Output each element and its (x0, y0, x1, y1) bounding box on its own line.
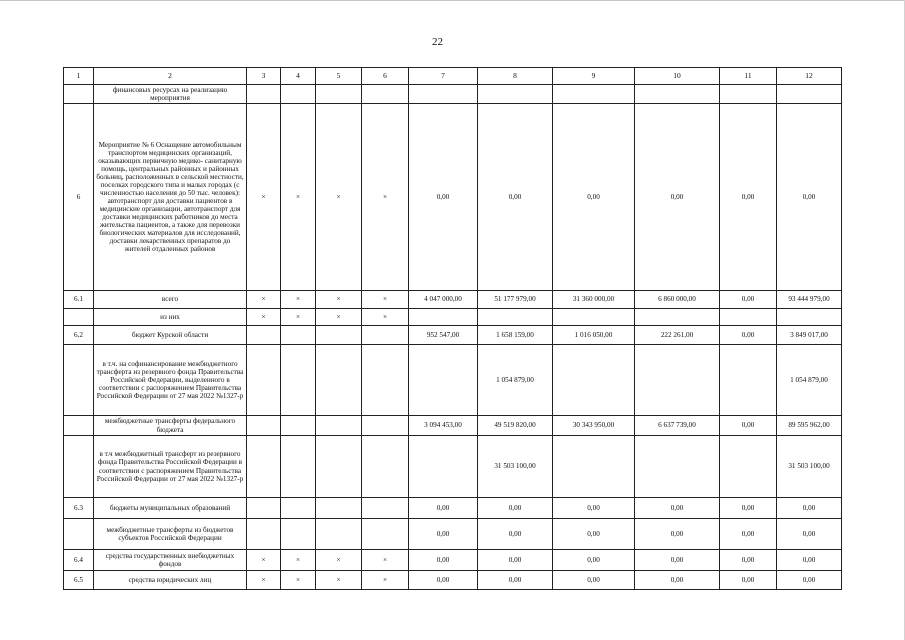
cell-col-10: 0,00 (635, 498, 720, 519)
row-name-cell: всего (94, 291, 247, 309)
cell-col-4: × (281, 291, 316, 309)
cell-col-5 (316, 416, 362, 436)
cell-col-7 (409, 309, 478, 326)
cell-col-8 (478, 85, 553, 104)
header-cell-col-6: 6 (362, 68, 409, 85)
cell-col-8: 0,00 (478, 571, 553, 590)
cell-col-4 (281, 436, 316, 498)
cell-col-9: 31 360 000,00 (553, 291, 635, 309)
cell-col-11: 0,00 (720, 291, 777, 309)
cell-col-8 (478, 309, 553, 326)
cell-col-8: 0,00 (478, 104, 553, 291)
cell-col-11: 0,00 (720, 519, 777, 550)
cell-col-12: 93 444 979,00 (777, 291, 842, 309)
table-row (64, 519, 842, 550)
row-id-cell (64, 519, 94, 550)
cell-col-10 (635, 309, 720, 326)
cell-col-12: 31 503 100,00 (777, 436, 842, 498)
cell-col-12: 0,00 (777, 571, 842, 590)
cell-col-6 (362, 436, 409, 498)
cell-col-10 (635, 345, 720, 416)
cell-col-5: × (316, 291, 362, 309)
cell-col-4 (281, 416, 316, 436)
table-row (64, 550, 842, 571)
cell-col-8: 0,00 (478, 519, 553, 550)
cell-col-7: 0,00 (409, 104, 478, 291)
cell-col-12: 3 849 017,00 (777, 326, 842, 345)
row-id-cell: 6.4 (64, 550, 94, 571)
row-name-cell: бюджеты муниципальных образований (94, 498, 247, 519)
cell-col-11 (720, 345, 777, 416)
cell-col-6 (362, 85, 409, 104)
cell-col-3: × (247, 291, 281, 309)
cell-col-3 (247, 416, 281, 436)
row-id-cell: 6.3 (64, 498, 94, 519)
row-name-cell: межбюджетные трансферты федерального бюджета (94, 416, 247, 436)
cell-col-12: 0,00 (777, 519, 842, 550)
cell-col-11: 0,00 (720, 498, 777, 519)
scan-edge-top (0, 0, 905, 1)
cell-col-12 (777, 85, 842, 104)
cell-col-6: × (362, 291, 409, 309)
cell-col-5 (316, 326, 362, 345)
row-name-cell: в т.ч межбюджетный трансферт из резервного фонда Правительства Российской Федерации в соответствии с распоряжением Правительства Российской Федерации от 27 мая 2022 №1327-р (94, 436, 247, 498)
cell-col-7: 952 547,00 (409, 326, 478, 345)
row-id-cell (64, 416, 94, 436)
header-cell-col-8: 8 (478, 68, 553, 85)
cell-col-7 (409, 345, 478, 416)
cell-col-10 (635, 436, 720, 498)
cell-col-12: 0,00 (777, 498, 842, 519)
cell-col-9: 1 016 050,00 (553, 326, 635, 345)
cell-col-3 (247, 345, 281, 416)
cell-col-12 (777, 309, 842, 326)
cell-col-4 (281, 326, 316, 345)
row-id-cell: 6 (64, 104, 94, 291)
cell-col-4 (281, 85, 316, 104)
table-body (64, 68, 842, 590)
cell-col-10: 0,00 (635, 104, 720, 291)
cell-col-7: 0,00 (409, 571, 478, 590)
cell-col-3 (247, 326, 281, 345)
cell-col-9 (553, 309, 635, 326)
cell-col-9 (553, 345, 635, 416)
table-row (64, 571, 842, 590)
row-name-cell: средства юридических лиц (94, 571, 247, 590)
row-id-cell (64, 85, 94, 104)
cell-col-3 (247, 436, 281, 498)
row-name-cell: финансовых ресурсах на реализацию мероприятия (94, 85, 247, 104)
cell-col-8: 0,00 (478, 498, 553, 519)
header-cell-col-1: 1 (64, 68, 94, 85)
cell-col-6 (362, 326, 409, 345)
cell-col-6: × (362, 104, 409, 291)
table-row (64, 498, 842, 519)
cell-col-3 (247, 85, 281, 104)
cell-col-6: × (362, 309, 409, 326)
cell-col-11 (720, 436, 777, 498)
cell-col-5: × (316, 550, 362, 571)
header-cell-col-9: 9 (553, 68, 635, 85)
cell-col-4: × (281, 571, 316, 590)
cell-col-6: × (362, 571, 409, 590)
cell-col-7 (409, 436, 478, 498)
row-name-cell: из них (94, 309, 247, 326)
cell-col-6: × (362, 550, 409, 571)
cell-col-8: 31 503 100,00 (478, 436, 553, 498)
cell-col-6 (362, 519, 409, 550)
cell-col-5 (316, 345, 362, 416)
row-name-cell: в т.ч. на софинансирование межбюджетного трансферта из резервного фонда Правительства Российской Федерации, выделенного в соответствии с распоряжением Правительства Российской Федерации от 27 мая 2022 №1327-р (94, 345, 247, 416)
table-row (64, 345, 842, 416)
cell-col-10: 6 637 739,00 (635, 416, 720, 436)
row-id-cell (64, 345, 94, 416)
page-number: 22 (432, 36, 443, 48)
cell-col-5 (316, 519, 362, 550)
header-cell-col-12: 12 (777, 68, 842, 85)
cell-col-3: × (247, 104, 281, 291)
cell-col-11 (720, 85, 777, 104)
cell-col-6 (362, 416, 409, 436)
row-name-cell: средства государственных внебюджетных фондов (94, 550, 247, 571)
budget-table (63, 67, 842, 590)
cell-col-5 (316, 85, 362, 104)
cell-col-10 (635, 85, 720, 104)
cell-col-5: × (316, 571, 362, 590)
header-cell-col-7: 7 (409, 68, 478, 85)
cell-col-10: 6 860 000,00 (635, 291, 720, 309)
cell-col-9: 0,00 (553, 498, 635, 519)
cell-col-8: 51 177 979,00 (478, 291, 553, 309)
row-name-cell: межбюджетные трансферты из бюджетов субъектов Российской Федерации (94, 519, 247, 550)
cell-col-11: 0,00 (720, 416, 777, 436)
cell-col-7 (409, 85, 478, 104)
header-cell-col-2: 2 (94, 68, 247, 85)
cell-col-9 (553, 85, 635, 104)
cell-col-4: × (281, 550, 316, 571)
cell-col-12: 89 595 962,00 (777, 416, 842, 436)
cell-col-3: × (247, 309, 281, 326)
cell-col-4 (281, 519, 316, 550)
cell-col-9: 30 343 950,00 (553, 416, 635, 436)
row-name-cell: Мероприятие № 6 Оснащение автомобильным транспортом медицинских организаций, оказывающих первичную медико- санитарную помощь, центральных районных и районных больниц, расположенных в сельской местности, поселках городского типа и малых городах (с численностью населения до 50 тыс. человек): автотранспорт для доставки пациентов в медицинские организации, автотранспорт для доставки медицинских работников до места жительства пациентов, а также для перевозки биологических материалов для исследований, доставки лекарственных препаратов до жителей отдаленных районов (94, 104, 247, 291)
cell-col-3 (247, 519, 281, 550)
table-row (64, 104, 842, 291)
cell-col-9: 0,00 (553, 571, 635, 590)
cell-col-11: 0,00 (720, 571, 777, 590)
cell-col-10: 0,00 (635, 571, 720, 590)
cell-col-12: 0,00 (777, 104, 842, 291)
table-row (64, 416, 842, 436)
cell-col-7: 4 047 000,00 (409, 291, 478, 309)
cell-col-3: × (247, 550, 281, 571)
header-cell-col-11: 11 (720, 68, 777, 85)
header-cell-col-3: 3 (247, 68, 281, 85)
row-id-cell: 6.2 (64, 326, 94, 345)
cell-col-3 (247, 498, 281, 519)
cell-col-11: 0,00 (720, 550, 777, 571)
cell-col-8: 0,00 (478, 550, 553, 571)
cell-col-11 (720, 309, 777, 326)
cell-col-5 (316, 498, 362, 519)
cell-col-8: 1 054 879,00 (478, 345, 553, 416)
cell-col-11: 0,00 (720, 104, 777, 291)
cell-col-6 (362, 345, 409, 416)
cell-col-10: 0,00 (635, 550, 720, 571)
header-cell-col-10: 10 (635, 68, 720, 85)
row-id-cell (64, 309, 94, 326)
cell-col-4: × (281, 104, 316, 291)
cell-col-7: 3 094 453,00 (409, 416, 478, 436)
cell-col-4 (281, 345, 316, 416)
cell-col-11: 0,00 (720, 326, 777, 345)
cell-col-9 (553, 436, 635, 498)
table-header-row (64, 68, 842, 85)
cell-col-6 (362, 498, 409, 519)
cell-col-8: 1 658 159,00 (478, 326, 553, 345)
cell-col-10: 222 261,00 (635, 326, 720, 345)
cell-col-4: × (281, 309, 316, 326)
header-cell-col-4: 4 (281, 68, 316, 85)
cell-col-7: 0,00 (409, 498, 478, 519)
row-name-cell: бюджет Курской области (94, 326, 247, 345)
cell-col-4 (281, 498, 316, 519)
cell-col-5: × (316, 309, 362, 326)
cell-col-8: 49 519 820,00 (478, 416, 553, 436)
table-row (64, 436, 842, 498)
cell-col-9: 0,00 (553, 519, 635, 550)
cell-col-12: 1 054 879,00 (777, 345, 842, 416)
cell-col-9: 0,00 (553, 550, 635, 571)
cell-col-12: 0,00 (777, 550, 842, 571)
row-id-cell: 6.1 (64, 291, 94, 309)
table-row (64, 326, 842, 345)
cell-col-9: 0,00 (553, 104, 635, 291)
cell-col-5 (316, 436, 362, 498)
table-row (64, 85, 842, 104)
table-row (64, 291, 842, 309)
row-id-cell (64, 436, 94, 498)
header-cell-col-5: 5 (316, 68, 362, 85)
cell-col-7: 0,00 (409, 519, 478, 550)
cell-col-3: × (247, 571, 281, 590)
cell-col-5: × (316, 104, 362, 291)
cell-col-7: 0,00 (409, 550, 478, 571)
cell-col-10: 0,00 (635, 519, 720, 550)
row-id-cell: 6.5 (64, 571, 94, 590)
table-row (64, 309, 842, 326)
